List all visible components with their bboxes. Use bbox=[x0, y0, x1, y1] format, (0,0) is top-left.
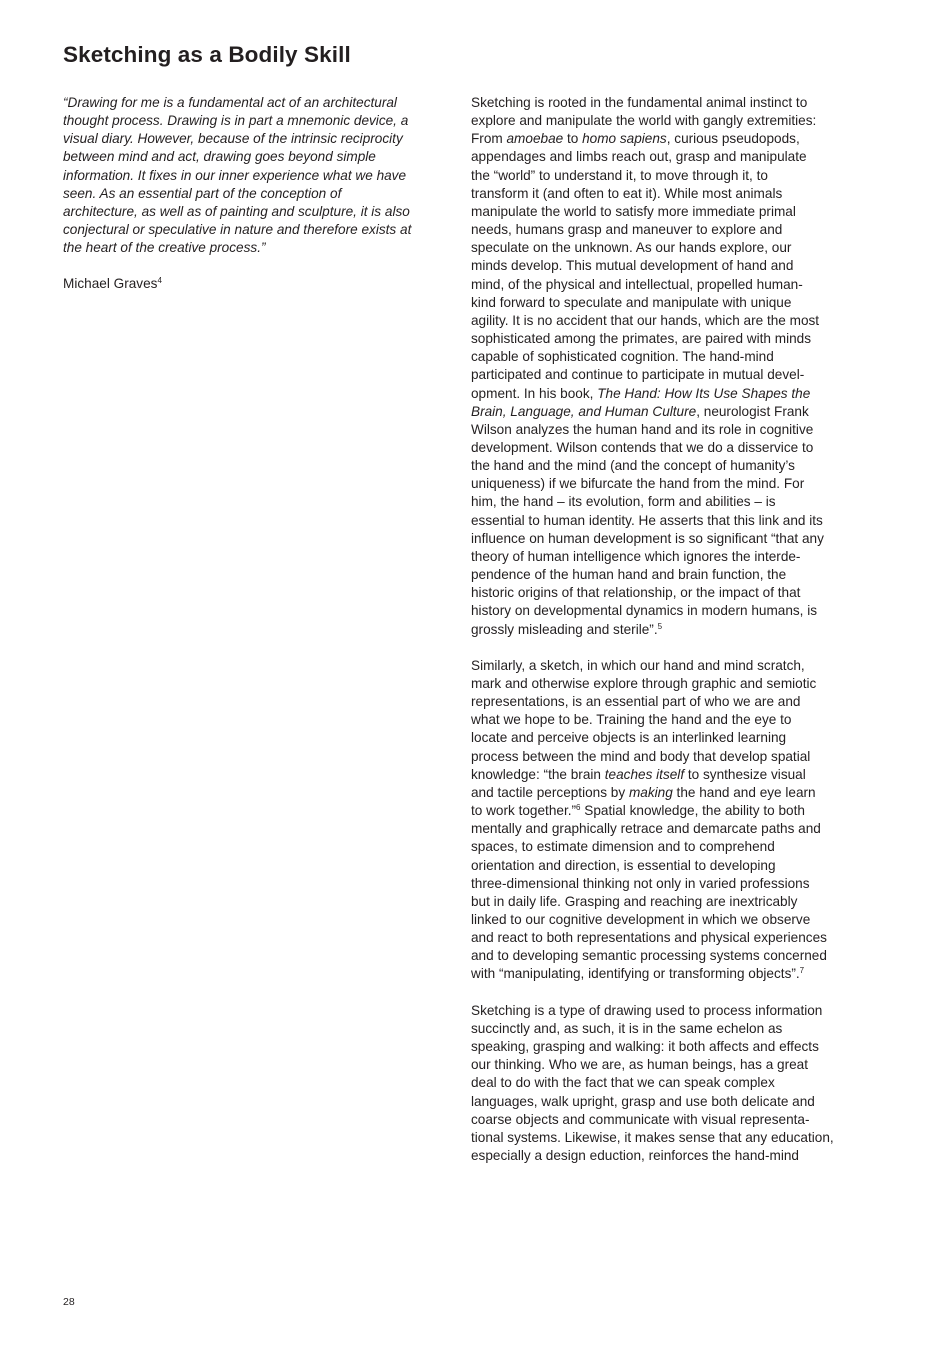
quote-line: thought process. Drawing is in part a mnemonic device, a bbox=[63, 113, 409, 129]
text-line bbox=[471, 257, 869, 275]
text-run: linked to our cognitive development in which we observe bbox=[471, 912, 811, 928]
text-run: with “manipulating, identifying or transforming objects”. bbox=[471, 966, 800, 982]
text-line bbox=[471, 366, 869, 384]
quote-line: architecture, as well as of painting and sculpture, it is also bbox=[63, 203, 410, 219]
text-run: explore and manipulate the world with gangly extremities: bbox=[471, 113, 817, 129]
text-run: succinctly and, as such, it is in the same echelon as bbox=[471, 1020, 783, 1036]
text-run: appendages and limbs reach out, grasp and manipulate bbox=[471, 149, 807, 165]
text-line bbox=[471, 693, 869, 711]
text-line bbox=[471, 294, 869, 312]
text-run: representations, is an essential part of who we are and bbox=[471, 694, 801, 710]
text-run: Spatial knowledge, the ability to both bbox=[580, 803, 805, 819]
text-run: process between the mind and body that develop spatial bbox=[471, 748, 811, 764]
text-run: orientation and direction, is essential to developing bbox=[471, 857, 776, 873]
text-line bbox=[471, 512, 869, 530]
text-run: , neurologist Frank bbox=[696, 403, 809, 419]
text-line bbox=[471, 675, 869, 693]
text-run: mentally and graphically retrace and demarcate paths and bbox=[471, 821, 821, 837]
quote-line: seen. As an essential part of the conception of bbox=[63, 185, 342, 201]
text-run: speculate on the unknown. As our hands explore, our bbox=[471, 240, 792, 256]
text-line bbox=[471, 766, 869, 784]
text-run: but in daily life. Grasping and reaching are inextricably bbox=[471, 893, 798, 909]
text-line bbox=[471, 421, 869, 439]
text-line bbox=[471, 439, 869, 457]
text-run: transform it (and often to eat it). While most animals bbox=[471, 185, 783, 201]
text-line bbox=[471, 475, 869, 493]
text-run: Sketching is rooted in the fundamental animal instinct to bbox=[471, 95, 808, 110]
text-run: and tactile perceptions by bbox=[471, 784, 629, 800]
text-line bbox=[471, 729, 869, 747]
text-line bbox=[471, 566, 869, 584]
text-line bbox=[471, 530, 869, 548]
quote-attribution bbox=[63, 275, 455, 293]
text-line bbox=[471, 875, 869, 893]
text-line bbox=[471, 965, 869, 983]
text-run: coarse objects and communicate with visual representa- bbox=[471, 1111, 810, 1127]
text-line bbox=[471, 784, 869, 802]
text-run: historic origins of that relationship, or the impact of that bbox=[471, 585, 801, 601]
text-line bbox=[471, 148, 869, 166]
text-run: languages, walk upright, grasp and use both delicate and bbox=[471, 1093, 815, 1109]
text-run: theory of human intelligence which ignores the interde- bbox=[471, 548, 801, 564]
italic-text: Brain, Language, and Human Culture bbox=[471, 403, 697, 419]
text-line bbox=[471, 838, 869, 856]
text-line bbox=[471, 1147, 869, 1165]
text-run: , curious pseudopods, bbox=[666, 131, 800, 147]
page-title: Sketching as a Bodily Skill bbox=[63, 42, 351, 67]
text-line bbox=[471, 911, 869, 929]
text-line bbox=[471, 929, 869, 947]
text-line bbox=[471, 1002, 869, 1020]
body-paragraph bbox=[471, 1002, 869, 1165]
body-text bbox=[471, 94, 869, 1165]
text-run: our thinking. Who we are, as human beings, has a great bbox=[471, 1057, 809, 1073]
quote-line: “Drawing for me is a fundamental act of an architectural bbox=[63, 95, 397, 110]
text-run: the hand and eye learn bbox=[672, 784, 816, 800]
text-run: to work together.” bbox=[471, 803, 577, 819]
quote-line: between mind and act, drawing goes beyond simple bbox=[63, 149, 376, 165]
text-run: what we hope to be. Training the hand and the eye to bbox=[471, 712, 792, 728]
text-run: spaces, to estimate dimension and to comprehend bbox=[471, 839, 775, 855]
text-run: especially a design eduction, reinforces the hand-mind bbox=[471, 1148, 799, 1164]
text-run: the hand and the mind (and the concept of humanity’s bbox=[471, 458, 795, 474]
text-run: mark and otherwise explore through graphic and semiotic bbox=[471, 675, 817, 691]
footnote-marker: 7 bbox=[799, 966, 805, 976]
text-line bbox=[471, 112, 869, 130]
italic-text: teaches itself bbox=[604, 766, 685, 782]
italic-text: making bbox=[628, 784, 673, 800]
text-line bbox=[471, 584, 869, 602]
text-line bbox=[471, 893, 869, 911]
text-line bbox=[471, 221, 869, 239]
text-line bbox=[471, 1129, 869, 1147]
text-line bbox=[471, 548, 869, 566]
quote-line: information. It fixes in our inner experience what we have bbox=[63, 167, 407, 183]
text-line bbox=[471, 457, 869, 475]
text-run: essential to human identity. He asserts that this link and its bbox=[471, 512, 823, 528]
text-line bbox=[471, 857, 869, 875]
text-line bbox=[471, 493, 869, 511]
text-run: development. Wilson contends that we do a disservice to bbox=[471, 439, 814, 455]
text-line bbox=[471, 1074, 869, 1092]
footnote-marker: 6 bbox=[576, 803, 581, 813]
italic-text: homo sapiens bbox=[582, 131, 667, 147]
body-paragraph bbox=[471, 94, 869, 639]
text-line bbox=[471, 330, 869, 348]
text-run: grossly misleading and sterile”. bbox=[471, 621, 658, 637]
text-run: pendence of the human hand and brain function, the bbox=[471, 567, 787, 583]
text-run: influence on human development is so significant “that any bbox=[471, 530, 824, 546]
text-line bbox=[471, 1056, 869, 1074]
italic-text: The Hand: How Its Use Shapes the bbox=[597, 385, 811, 401]
text-run: the “world” to understand it, to move through it, to bbox=[471, 167, 768, 183]
epigraph bbox=[63, 94, 455, 294]
text-line bbox=[471, 1111, 869, 1129]
text-line bbox=[471, 1020, 869, 1038]
text-run: From bbox=[471, 131, 507, 147]
footnote-marker: 5 bbox=[657, 621, 663, 631]
text-run: needs, humans grasp and maneuver to explore and bbox=[471, 222, 783, 238]
text-run: him, the hand – its evolution, form and abilities – is bbox=[471, 494, 776, 510]
text-run: deal to do with the fact that we can speak complex bbox=[471, 1075, 775, 1091]
text-line bbox=[471, 1093, 869, 1111]
text-line bbox=[471, 312, 869, 330]
quote-line: the heart of the creative process.” bbox=[63, 240, 266, 256]
text-run: knowledge: “the brain bbox=[471, 766, 605, 782]
text-line bbox=[471, 748, 869, 766]
text-line bbox=[471, 403, 869, 421]
text-line bbox=[471, 130, 869, 148]
text-line bbox=[471, 711, 869, 729]
text-line bbox=[471, 1038, 869, 1056]
text-line bbox=[471, 802, 869, 820]
text-line bbox=[471, 820, 869, 838]
body-paragraph bbox=[471, 657, 869, 984]
text-run: three-dimensional thinking not only in varied professions bbox=[471, 875, 810, 891]
text-line bbox=[471, 276, 869, 294]
text-line bbox=[471, 94, 869, 112]
text-run: to synthesize visual bbox=[684, 766, 806, 782]
text-run: sophisticated among the primates, are paired with minds bbox=[471, 331, 812, 347]
text-run: uniqueness) if we bifurcate the hand from the mind. For bbox=[471, 476, 805, 492]
text-run: and react to both representations and physical experiences bbox=[471, 930, 827, 946]
text-run: participated and continue to participate in mutual devel- bbox=[471, 367, 805, 383]
text-line bbox=[471, 185, 869, 203]
text-run: speaking, grasping and walking: it both affects and effects bbox=[471, 1039, 819, 1055]
text-run: agility. It is no accident that our hands, which are the most bbox=[471, 312, 820, 328]
text-line bbox=[471, 203, 869, 221]
italic-text: amoebae bbox=[506, 131, 564, 147]
quote-line: conjectural or speculative in nature and therefore exists at bbox=[63, 222, 412, 238]
quote-author: Michael Graves bbox=[63, 276, 158, 292]
text-run: capable of sophisticated cognition. The hand-mind bbox=[471, 349, 774, 365]
text-run: mind, of the physical and intellectual, propelled human- bbox=[471, 276, 803, 292]
footnote-marker: 4 bbox=[157, 276, 162, 286]
text-run: to bbox=[563, 131, 583, 147]
text-run: opment. In his book, bbox=[471, 385, 598, 401]
text-line bbox=[471, 621, 869, 639]
text-run: Wilson analyzes the human hand and its role in cognitive bbox=[471, 421, 814, 437]
text-run: Similarly, a sketch, in which our hand and mind scratch, bbox=[471, 657, 805, 673]
text-run: manipulate the world to satisfy more immediate primal bbox=[471, 203, 796, 219]
text-run: tional systems. Likewise, it makes sense that any education, bbox=[471, 1129, 834, 1145]
text-line bbox=[471, 348, 869, 366]
text-line bbox=[471, 167, 869, 185]
text-line bbox=[471, 385, 869, 403]
text-run: and to developing semantic processing systems concerned bbox=[471, 948, 827, 964]
text-run: kind forward to speculate and manipulate with unique bbox=[471, 294, 792, 310]
text-run: minds develop. This mutual development of hand and bbox=[471, 258, 794, 274]
text-line bbox=[471, 947, 869, 965]
text-line bbox=[471, 239, 869, 257]
text-run: Sketching is a type of drawing used to process information bbox=[471, 1002, 823, 1018]
text-run: history on developmental dynamics in modern humans, is bbox=[471, 603, 818, 619]
text-run: locate and perceive objects is an interlinked learning bbox=[471, 730, 787, 746]
page-number: 28 bbox=[63, 1296, 75, 1308]
text-line bbox=[471, 602, 869, 620]
epigraph-quote bbox=[63, 94, 455, 257]
text-line bbox=[471, 657, 869, 675]
quote-line: visual diary. However, because of the intrinsic reciprocity bbox=[63, 131, 403, 147]
